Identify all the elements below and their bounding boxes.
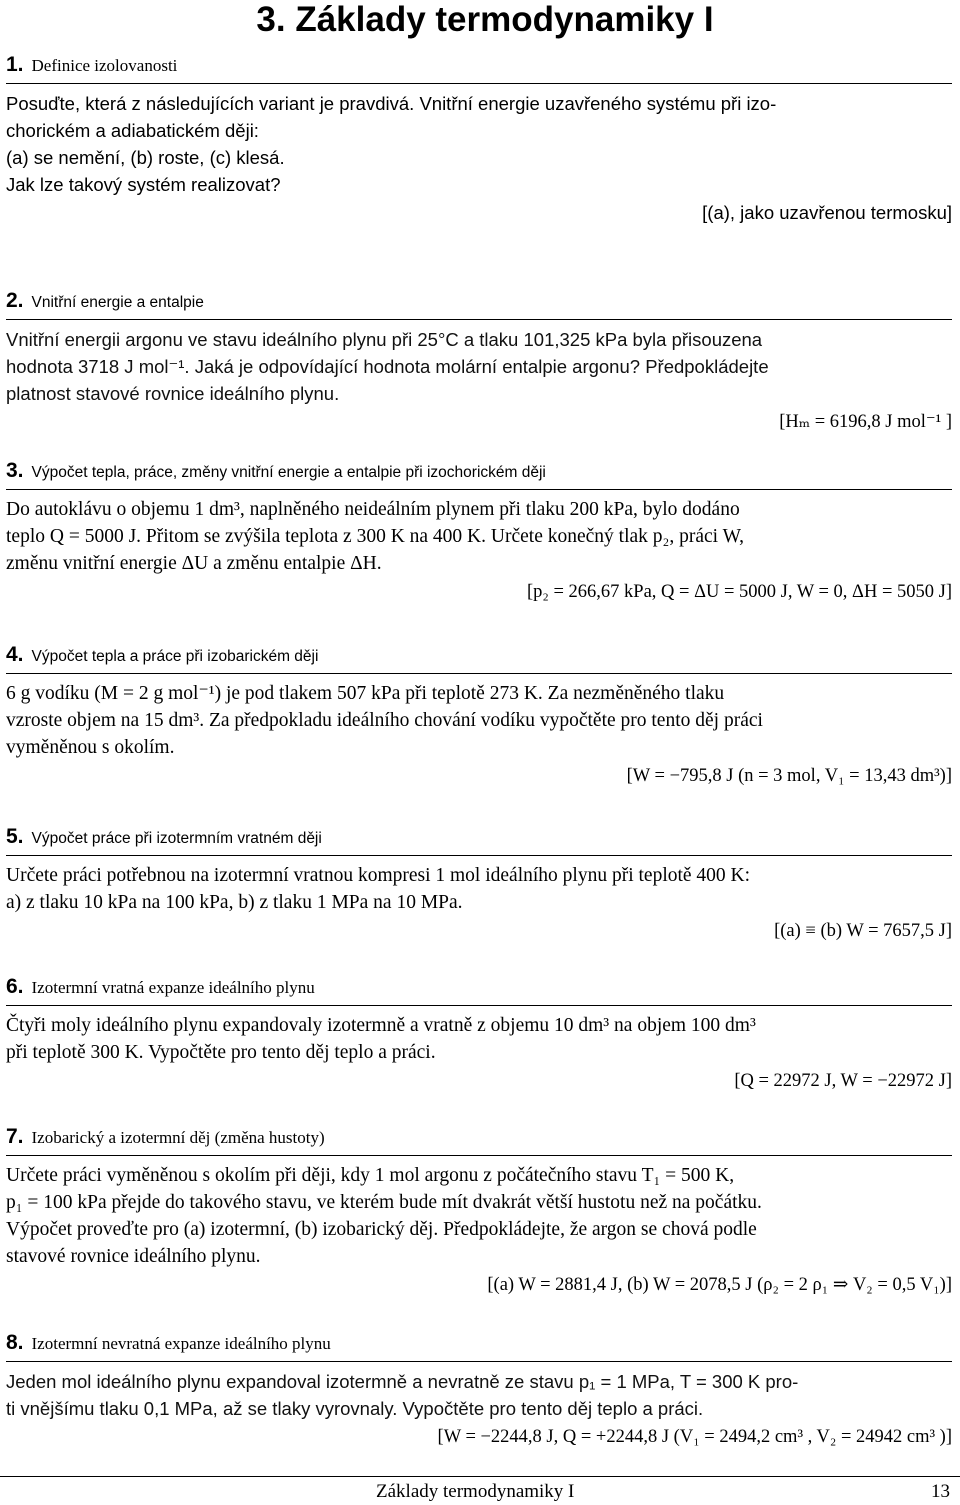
text-line: Určete práci potřebnou na izotermní vratnou kompresi 1 mol ideálního plynu při teplotě 400 K: xyxy=(6,865,751,886)
document-body xyxy=(0,52,960,1470)
answer: [(a) W = 2881,4 J, (b) W = 2078,5 J (ρ₂ = 2 ρ₁ ⇒ V₂ = 0,5 V₁)] xyxy=(487,1275,952,1295)
text-line: Určete práci vyměněnou s okolím při ději, kdy 1 mol argonu z počátečního stavu T₁ = 500 K, xyxy=(6,1165,735,1186)
section-number: 8. xyxy=(6,1331,24,1354)
page-footer xyxy=(0,1476,960,1505)
section-title: Izotermní nevratná expanze ideálního plynu xyxy=(31,1334,331,1353)
text-line: ti vnějšímu tlaku 0,1 MPa, až se tlaky vyrovnaly. Vypočtěte pro tento děj teplo a práci. xyxy=(6,1398,704,1419)
section-heading xyxy=(6,1124,952,1156)
text-line: vzroste objem na 15 dm³. Za předpokladu ideálního chování vodíku vypočtěte pro tento děj práci xyxy=(6,710,763,731)
answer: [Hₘ = 6196,8 J mol⁻¹ ] xyxy=(779,412,952,432)
problem-text xyxy=(6,1368,952,1422)
problem-text xyxy=(6,496,952,577)
text-line: (a) se nemění, (b) roste, (c) klesá. xyxy=(6,147,285,168)
section-title: Výpočet tepla, práce, změny vnitřní energie a entalpie při izochorickém ději xyxy=(31,464,546,481)
section-heading xyxy=(6,288,952,320)
page-number: 13 xyxy=(931,1481,950,1502)
text-line: Vnitřní energii argonu ve stavu ideálního plynu při 25°C a tlaku 101,325 kPa byla přisouzena xyxy=(6,329,763,350)
answer: [W = −2244,8 J, Q = +2244,8 J (V₁ = 2494,2 cm³ , V₂ = 24942 cm³ )] xyxy=(437,1427,952,1447)
section-6 xyxy=(6,974,952,1124)
section-1 xyxy=(6,52,952,288)
section-title: Izotermní vratná expanze ideálního plynu xyxy=(31,978,315,997)
section-2 xyxy=(6,288,952,458)
text-line: při teplotě 300 K. Vypočtěte pro tento děj teplo a práci. xyxy=(6,1042,436,1063)
section-5 xyxy=(6,824,952,974)
section-title: Výpočet práce při izotermním vratném ději xyxy=(31,830,322,847)
problem-text xyxy=(6,680,952,761)
problem-text xyxy=(6,326,952,407)
section-title: Výpočet tepla a práce při izobarickém ději xyxy=(31,648,319,665)
text-line: chorickém a adiabatickém ději: xyxy=(6,120,259,141)
section-number: 1. xyxy=(6,53,24,76)
problem-text xyxy=(6,1012,952,1066)
problem-text xyxy=(6,90,952,198)
section-title: Definice izolovanosti xyxy=(31,56,178,75)
text-line: Do autoklávu o objemu 1 dm³, naplněného neideálním plynem při tlaku 200 kPa, bylo dodáno xyxy=(6,499,740,520)
section-number: 7. xyxy=(6,1125,24,1148)
answer: [(a), jako uzavřenou termosku] xyxy=(702,202,952,223)
footer-title: Základy termodynamiky I xyxy=(376,1481,575,1502)
problem-text xyxy=(6,1162,952,1270)
text-line: Posuďte, která z následujících variant je pravdivá. Vnitřní energie uzavřeného systému při izo- xyxy=(6,93,777,114)
text-line: teplo Q = 5000 J. Přitom se zvýšila teplota z 300 K na 400 K. Určete konečný tlak p₂, práci W, xyxy=(6,526,745,547)
section-title: Vnitřní energie a entalpie xyxy=(31,294,204,311)
text-line: Čtyři moly ideálního plynu expandovaly izotermně a vratně z objemu 10 dm³ na objem 100 dm³ xyxy=(6,1015,756,1036)
text-line: Výpočet proveďte pro (a) izotermní, (b) izobarický děj. Předpokládejte, že argon se chová podle xyxy=(6,1219,757,1240)
section-heading xyxy=(6,1330,952,1362)
section-heading xyxy=(6,458,952,490)
section-number: 3. xyxy=(6,459,24,482)
section-number: 4. xyxy=(6,643,24,666)
section-heading xyxy=(6,52,952,84)
text-line: Jak lze takový systém realizovat? xyxy=(6,174,281,195)
section-number: 6. xyxy=(6,975,24,998)
section-heading xyxy=(6,642,952,674)
section-4 xyxy=(6,642,952,824)
answer: [W = −795,8 J (n = 3 mol, V₁ = 13,43 dm³)] xyxy=(626,766,952,786)
text-line: platnost stavové rovnice ideálního plynu. xyxy=(6,383,340,404)
section-7 xyxy=(6,1124,952,1330)
section-title: Izobarický a izotermní děj (změna hustoty) xyxy=(31,1128,325,1147)
answer: [(a) ≡ (b) W = 7657,5 J] xyxy=(774,921,952,941)
text-line: vyměněnou s okolím. xyxy=(6,737,175,758)
section-3 xyxy=(6,458,952,642)
text-line: p₁ = 100 kPa přejde do takového stavu, ve kterém bude mít dvakrát větší hustotu než na počátku. xyxy=(6,1192,762,1213)
text-line: stavové rovnice ideálního plynu. xyxy=(6,1246,261,1267)
section-8 xyxy=(6,1330,952,1470)
text-line: změnu vnitřní energie ΔU a změnu entalpie ΔH. xyxy=(6,553,382,574)
section-number: 5. xyxy=(6,825,24,848)
page-title: 3. Základy termodynamiky I xyxy=(256,0,714,39)
text-line: Jeden mol ideálního plynu expandoval izotermně a nevratně ze stavu p₁ = 1 MPa, T = 300 K pro- xyxy=(6,1371,799,1392)
answer: [p₂ = 266,67 kPa, Q = ΔU = 5000 J, W = 0, ΔH = 5050 J] xyxy=(526,582,952,602)
answer: [Q = 22972 J, W = −22972 J] xyxy=(734,1071,952,1091)
problem-text xyxy=(6,862,952,916)
text-line: hodnota 3718 J mol⁻¹. Jaká je odpovídající hodnota molární entalpie argonu? Předpokládejte xyxy=(6,356,769,377)
section-heading xyxy=(6,974,952,1006)
text-line: 6 g vodíku (M = 2 g mol⁻¹) je pod tlakem 507 kPa při teplotě 273 K. Za nezměněného tlaku xyxy=(6,683,725,704)
section-heading xyxy=(6,824,952,856)
text-line: a) z tlaku 10 kPa na 100 kPa, b) z tlaku 1 MPa na 10 MPa. xyxy=(6,892,463,913)
section-number: 2. xyxy=(6,289,24,312)
